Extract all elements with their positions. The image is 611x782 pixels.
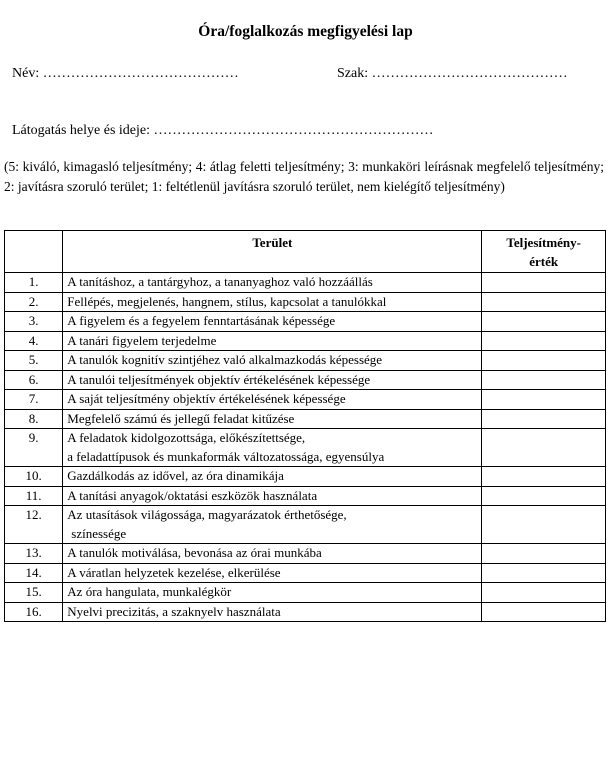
row-number: 9. xyxy=(5,429,63,467)
name-field: Név: …………………………………… xyxy=(12,66,239,81)
visit-field: Látogatás helye és ideje: …………………………………………………… xyxy=(12,123,434,138)
header-number-cell xyxy=(5,231,63,273)
area-cell xyxy=(63,409,482,429)
area-cell xyxy=(63,506,482,544)
table-row xyxy=(5,563,606,583)
table-row xyxy=(5,331,606,351)
area-text-continued: a feladattípusok és munkaformák változatossága, egyensúlya xyxy=(67,448,385,464)
table-row xyxy=(5,351,606,371)
area-cell xyxy=(63,486,482,506)
table-row xyxy=(5,390,606,410)
score-cell[interactable] xyxy=(482,370,606,390)
area-text: A tanári figyelem terjedelme xyxy=(67,332,217,348)
row-number: 5. xyxy=(5,351,63,371)
scale-legend: (5: kiváló, kimagasló teljesítmény; 4: átlag feletti teljesítmény; 3: munkaköri leírásnak megfelelő teljesítmény; 2: javításra szoruló terület; 1: feltétlenül javításra szoruló terület, nem kielégítő teljesítmény) xyxy=(4,159,604,194)
area-cell xyxy=(63,390,482,410)
score-cell[interactable] xyxy=(482,467,606,487)
area-text: Fellépés, megjelenés, hangnem, stílus, kapcsolat a tanulókkal xyxy=(67,293,387,309)
row-number: 10. xyxy=(5,467,63,487)
row-number: 13. xyxy=(5,544,63,564)
area-text: Gazdálkodás az idővel, az óra dinamikája xyxy=(67,468,284,483)
area-cell xyxy=(63,292,482,312)
area-cell xyxy=(63,429,482,467)
score-cell[interactable] xyxy=(482,390,606,410)
area-text: A tanításhoz, a tantárgyhoz, a tananyaghoz való hozzáállás xyxy=(67,274,373,289)
area-cell xyxy=(63,351,482,371)
row-number: 12. xyxy=(5,506,63,544)
area-text: Nyelvi precizitás, a szaknyelv használata xyxy=(67,603,281,619)
score-cell[interactable] xyxy=(482,583,606,603)
area-cell xyxy=(63,467,482,487)
table-row xyxy=(5,429,606,467)
row-number: 14. xyxy=(5,563,63,583)
header-area xyxy=(63,231,482,273)
evaluation-table xyxy=(4,230,606,622)
area-cell xyxy=(63,370,482,390)
table-row xyxy=(5,409,606,429)
row-number: 7. xyxy=(5,390,63,410)
score-cell[interactable] xyxy=(482,429,606,467)
area-text: A tanulói teljesítmények objektív értékelésének képessége xyxy=(67,371,371,387)
area-cell xyxy=(63,331,482,351)
table-header-row xyxy=(5,231,606,273)
area-cell xyxy=(63,273,482,293)
score-cell[interactable] xyxy=(482,544,606,564)
score-cell[interactable] xyxy=(482,312,606,332)
table-row xyxy=(5,486,606,506)
score-cell[interactable] xyxy=(482,506,606,544)
table-row xyxy=(5,292,606,312)
score-cell[interactable] xyxy=(482,602,606,622)
area-text: Az óra hangulata, munkalégkör xyxy=(67,584,232,599)
score-cell[interactable] xyxy=(482,563,606,583)
area-text: Megfelelő számú és jellegű feladat kitűzése xyxy=(67,410,295,426)
area-text: A figyelem és a fegyelem fenntartásának képessége xyxy=(67,313,336,328)
header-value xyxy=(482,231,606,273)
subject-field: Szak: …………………………………… xyxy=(337,66,568,81)
score-cell[interactable] xyxy=(482,409,606,429)
page-title: Óra/foglalkozás megfigyelési lap xyxy=(198,23,413,40)
header-area-label: Terület xyxy=(252,235,293,250)
table-row xyxy=(5,506,606,544)
row-number: 16. xyxy=(5,602,63,622)
row-number: 2. xyxy=(5,292,63,312)
area-text: A saját teljesítmény objektív értékelésének képessége xyxy=(67,391,346,406)
table-row xyxy=(5,467,606,487)
table-row xyxy=(5,602,606,622)
table-row xyxy=(5,312,606,332)
table-row xyxy=(5,273,606,293)
score-cell[interactable] xyxy=(482,351,606,371)
score-cell[interactable] xyxy=(482,331,606,351)
score-cell[interactable] xyxy=(482,486,606,506)
row-number: 8. xyxy=(5,409,63,429)
row-number: 1. xyxy=(5,273,63,293)
row-number: 11. xyxy=(5,486,63,506)
score-cell[interactable] xyxy=(482,292,606,312)
area-text: Az utasítások világossága, magyarázatok érthetősége, xyxy=(67,507,347,522)
table-row xyxy=(5,544,606,564)
table-row xyxy=(5,370,606,390)
header-value-line1: Teljesítmény- xyxy=(506,235,581,250)
area-cell xyxy=(63,563,482,583)
area-text: A tanulók kognitív szintjéhez való alkalmazkodás képessége xyxy=(67,352,383,367)
area-text: A feladatok kidolgozottsága, előkészítettsége, xyxy=(67,430,306,445)
header-value-line2: érték xyxy=(529,253,559,269)
area-text-continued: színessége xyxy=(71,525,127,541)
area-text: A váratlan helyzetek kezelése, elkerülése xyxy=(67,564,281,580)
area-text: A tanulók motiválása, bevonása az órai munkába xyxy=(67,545,322,560)
row-number: 15. xyxy=(5,583,63,603)
row-number: 6. xyxy=(5,370,63,390)
area-cell xyxy=(63,312,482,332)
score-cell[interactable] xyxy=(482,273,606,293)
area-cell xyxy=(63,544,482,564)
row-number: 4. xyxy=(5,331,63,351)
area-cell xyxy=(63,602,482,622)
area-text: A tanítási anyagok/oktatási eszközök használata xyxy=(67,487,318,503)
row-number: 3. xyxy=(5,312,63,332)
area-cell xyxy=(63,583,482,603)
table-row xyxy=(5,583,606,603)
